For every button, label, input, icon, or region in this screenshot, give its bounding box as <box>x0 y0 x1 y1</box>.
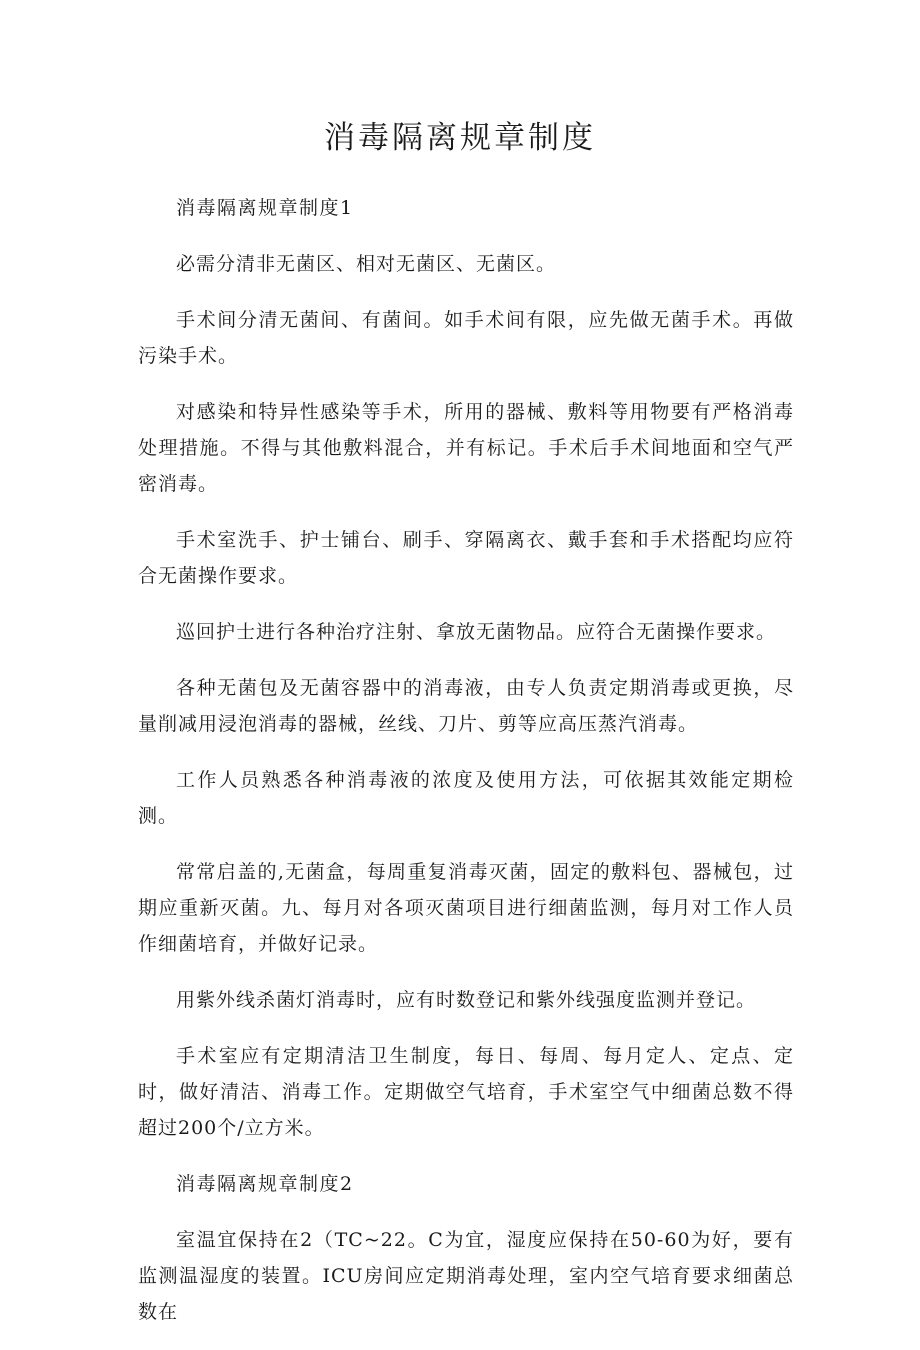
paragraph: 各种无菌包及无菌容器中的消毒液，由专人负责定期消毒或更换，尽量削减用浸泡消毒的器械，丝线、刀片、剪等应高压蒸汽消毒。 <box>138 677 794 735</box>
document-title: 消毒隔离规章制度 <box>324 120 596 156</box>
section-heading: 消毒隔离规章制度1 <box>176 197 354 219</box>
document-body <box>138 190 794 1350</box>
paragraph: 手术间分清无菌间、有菌间。如手术间有限，应先做无菌手术。再做污染手术。 <box>138 309 794 367</box>
paragraph: 工作人员熟悉各种消毒液的浓度及使用方法，可依据其效能定期检测。 <box>138 769 794 827</box>
paragraph: 室温宜保持在2（TC~22。C为宜，湿度应保持在50-60为好，要有监测温湿度的装置。ICU房间应定期消毒处理，室内空气培育要求细菌总数在 <box>138 1229 794 1323</box>
paragraph: 手术室洗手、护士铺台、刷手、穿隔离衣、戴手套和手术搭配均应符合无菌操作要求。 <box>138 529 794 587</box>
paragraph: 常常启盖的,无菌盒，每周重复消毒灭菌，固定的敷料包、器械包，过期应重新灭菌。九、每月对各项灭菌项目进行细菌监测，每月对工作人员作细菌培育，并做好记录。 <box>138 861 794 955</box>
paragraph: 必需分清非无菌区、相对无菌区、无菌区。 <box>176 253 557 275</box>
paragraph: 用紫外线杀菌灯消毒时，应有时数登记和紫外线强度监测并登记。 <box>176 989 757 1011</box>
paragraph: 手术室应有定期清洁卫生制度，每日、每周、每月定人、定点、定时，做好清洁、消毒工作。定期做空气培育，手术室空气中细菌总数不得超过200个/立方米。 <box>138 1045 794 1139</box>
paragraph: 对感染和特异性感染等手术，所用的器械、敷料等用物要有严格消毒处理措施。不得与其他敷料混合，并有标记。手术后手术间地面和空气严密消毒。 <box>138 401 794 495</box>
section-heading: 消毒隔离规章制度2 <box>176 1173 354 1195</box>
paragraph: 巡回护士进行各种治疗注射、拿放无菌物品。应符合无菌操作要求。 <box>176 621 777 643</box>
